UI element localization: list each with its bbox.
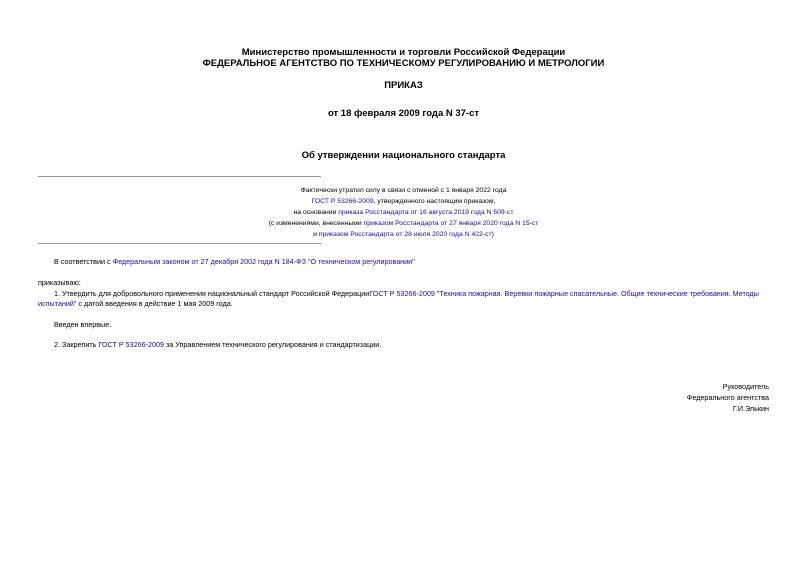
signature-name: Г.И.Элькин (732, 404, 769, 413)
status-line-3: на основании приказа Росстандарта от 16 августа 2019 года N 509-ст (293, 209, 514, 216)
status-line-2: ГОСТ Р 53266-2009, утвержденного настоящим приказом, (311, 198, 496, 205)
gost-title-link-cont[interactable]: испытаний" (38, 299, 77, 308)
agency-title: ФЕДЕРАЛЬНОЕ АГЕНТСТВО ПО ТЕХНИЧЕСКОМУ РЕГУЛИРОВАНИЮ И МЕТРОЛОГИИ (202, 58, 605, 69)
status-line-1: Фактически утратил силу в связи с отменой с 1 января 2022 года (300, 187, 507, 194)
gost-link-item2[interactable]: ГОСТ Р 53266-2009 (98, 340, 164, 349)
order-word: приказываю: (38, 278, 81, 287)
document-subject: Об утверждении национального стандарта (301, 150, 506, 161)
signature-agency: Федерального агентства (686, 393, 769, 402)
federal-law-link[interactable]: Федеральным законом от 27 декабря 2002 года N 184-ФЗ "О техническом регулировании" (112, 257, 415, 266)
status-note (0, 185, 807, 240)
gost-title-link[interactable]: ГОСТ Р 53266-2009 "Техника пожарная. Веревки пожарные спасательные. Общие технические требования. Методы (369, 289, 759, 298)
gost-link[interactable]: ГОСТ Р 53266-2009 (311, 198, 374, 205)
item-2: 2. Закрепить ГОСТ Р 53266-2009 за Управлением технического регулирования и стандартизации. (54, 340, 382, 349)
order-509-link[interactable]: приказа Росстандарта от 16 августа 2019 года N 509-ст (338, 209, 514, 216)
item-1-line-2: испытаний" с датой введения в действие 1 мая 2009 года. (38, 299, 233, 308)
signature-block (687, 381, 769, 414)
order-422-link[interactable]: приказом Росстандарта от 28 июля 2020 года N 422-ст (318, 231, 492, 238)
document-type: ПРИКАЗ (384, 80, 423, 91)
order-15-link[interactable]: приказом Росстандарта от 27 января 2020 года N 15-ст (363, 220, 539, 227)
top-divider (38, 176, 321, 177)
introduced-note: Введен впервые. (54, 320, 112, 329)
status-line-4: (с изменениями, внесенными приказом Росстандарта от 27 января 2020 года N 15-ст (268, 220, 539, 227)
ministry-title: Министерство промышленности и торговли Российской Федерации (241, 47, 566, 58)
item-1-line-1: 1. Утвердить для добровольного применения национальный стандарт Российской ФедерацииГОСТ Р 53266-2009 "Техника пожарная. Веревки пожарные спасательные. Общие технические требования. Методы (54, 289, 759, 298)
signature-position: Руководитель (722, 382, 769, 391)
bottom-divider (38, 243, 321, 244)
document-date-number: от 18 февраля 2009 года N 37-ст (327, 108, 480, 119)
intro-paragraph: В соответствии с Федеральным законом от 27 декабря 2002 года N 184-ФЗ "О техническом регулировании" (54, 257, 415, 266)
status-line-5: и приказом Росстандарта от 28 июля 2020 года N 422-ст) (313, 231, 494, 238)
